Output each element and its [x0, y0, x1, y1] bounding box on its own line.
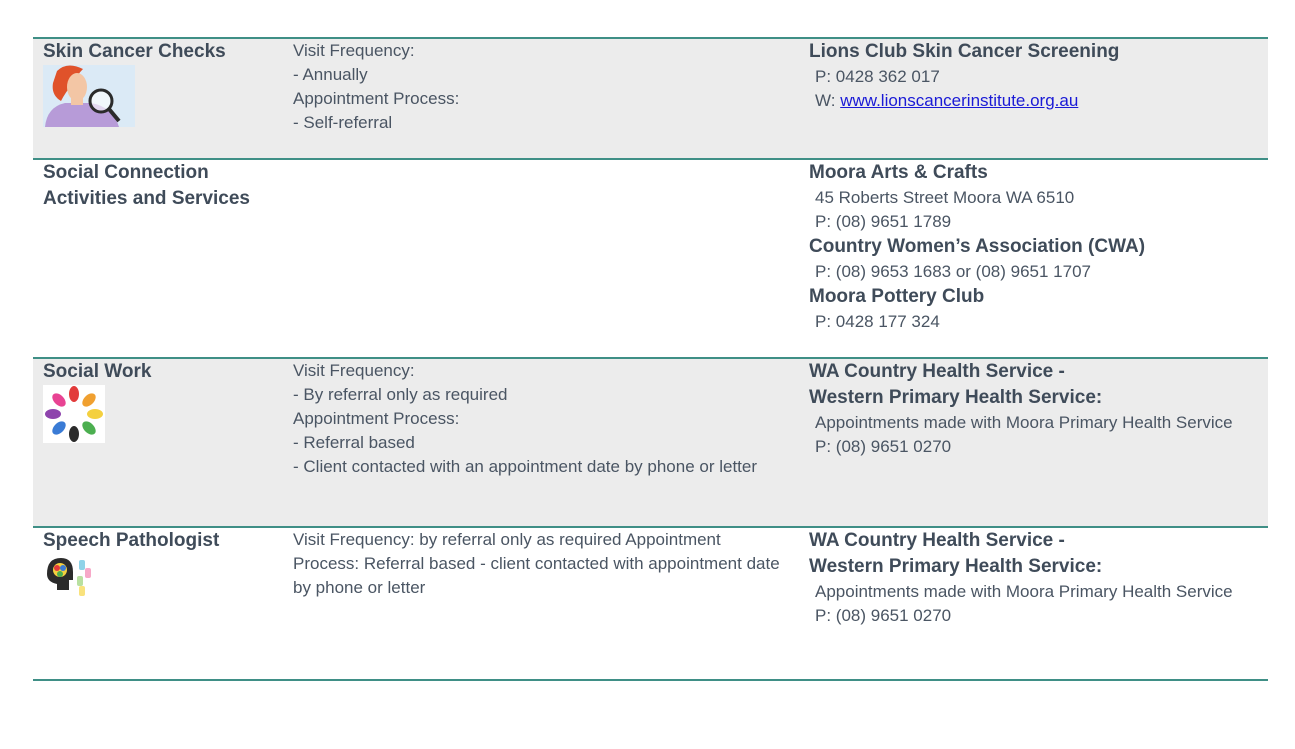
- visit-frequency-label: Visit Frequency:: [293, 41, 415, 60]
- provider-cell: [809, 160, 1268, 334]
- visit-frequency-label: Visit Frequency:: [293, 361, 415, 380]
- provider-name-line-2: Western Primary Health Service:: [809, 556, 1103, 577]
- table-row: [33, 526, 1268, 681]
- visit-details: Visit Frequency: by referral only as required Appointment Process: Referral based - client contacted with appointment date by phone or letter: [293, 530, 780, 597]
- service-title-line-2: Activities and Services: [43, 188, 250, 209]
- provider-phone: P: (08) 9651 1789: [815, 212, 952, 231]
- service-cell: [43, 528, 283, 598]
- table-row: [33, 357, 1268, 526]
- services-table: [33, 37, 1268, 681]
- service-title: Social Work: [43, 361, 152, 382]
- provider-phone: P: 0428 362 017: [815, 67, 940, 86]
- visit-frequency-value: - By referral only as required: [293, 385, 508, 404]
- appointment-process-value: - Self-referral: [293, 113, 393, 132]
- head-speech-icon: [43, 554, 93, 598]
- visit-frequency-value: - Annually: [293, 65, 368, 84]
- provider-note: Appointments made with Moora Primary Health Service: [815, 413, 1233, 432]
- service-cell: [43, 359, 283, 443]
- appointment-process-detail: - Client contacted with an appointment date by phone or letter: [293, 457, 758, 476]
- provider-name: Country Women’s Association (CWA): [809, 236, 1146, 257]
- provider-cell: [809, 359, 1268, 459]
- provider-phone: P: (08) 9651 0270: [815, 606, 952, 625]
- service-cell: [43, 39, 283, 127]
- provider-web: [809, 89, 1268, 113]
- appointment-process-value: - Referral based: [293, 433, 415, 452]
- provider-phone: P: (08) 9653 1683 or (08) 9651 1707: [815, 262, 1091, 281]
- service-title: Speech Pathologist: [43, 530, 220, 551]
- website-link[interactable]: www.lionscancerinstitute.org.au: [840, 91, 1079, 110]
- provider-name: Moora Arts & Crafts: [809, 162, 988, 183]
- visit-cell: [293, 359, 783, 479]
- appointment-process-label: Appointment Process:: [293, 409, 460, 428]
- provider-address: 45 Roberts Street Moora WA 6510: [815, 188, 1075, 207]
- provider-cell: [809, 528, 1268, 628]
- provider-name-line-2: Western Primary Health Service:: [809, 387, 1103, 408]
- visit-cell: [293, 39, 783, 135]
- service-cell: [43, 160, 283, 212]
- hands-circle-icon: [43, 385, 105, 443]
- provider-name-line-1: WA Country Health Service -: [809, 530, 1065, 551]
- service-title: Skin Cancer Checks: [43, 41, 226, 62]
- skin-check-icon: [43, 65, 135, 127]
- visit-cell: [293, 528, 783, 600]
- provider-name: Lions Club Skin Cancer Screening: [809, 41, 1120, 62]
- provider-phone: P: 0428 177 324: [815, 312, 940, 331]
- service-title-line-1: Social Connection: [43, 162, 209, 183]
- provider-name-line-1: WA Country Health Service -: [809, 361, 1065, 382]
- table-row: [33, 37, 1268, 158]
- table-row: [33, 158, 1268, 357]
- provider-phone: P: (08) 9651 0270: [815, 437, 952, 456]
- appointment-process-label: Appointment Process:: [293, 89, 460, 108]
- provider-name: Moora Pottery Club: [809, 286, 985, 307]
- provider-cell: [809, 39, 1268, 113]
- web-prefix: W:: [815, 91, 841, 110]
- provider-note: Appointments made with Moora Primary Health Service: [815, 582, 1233, 601]
